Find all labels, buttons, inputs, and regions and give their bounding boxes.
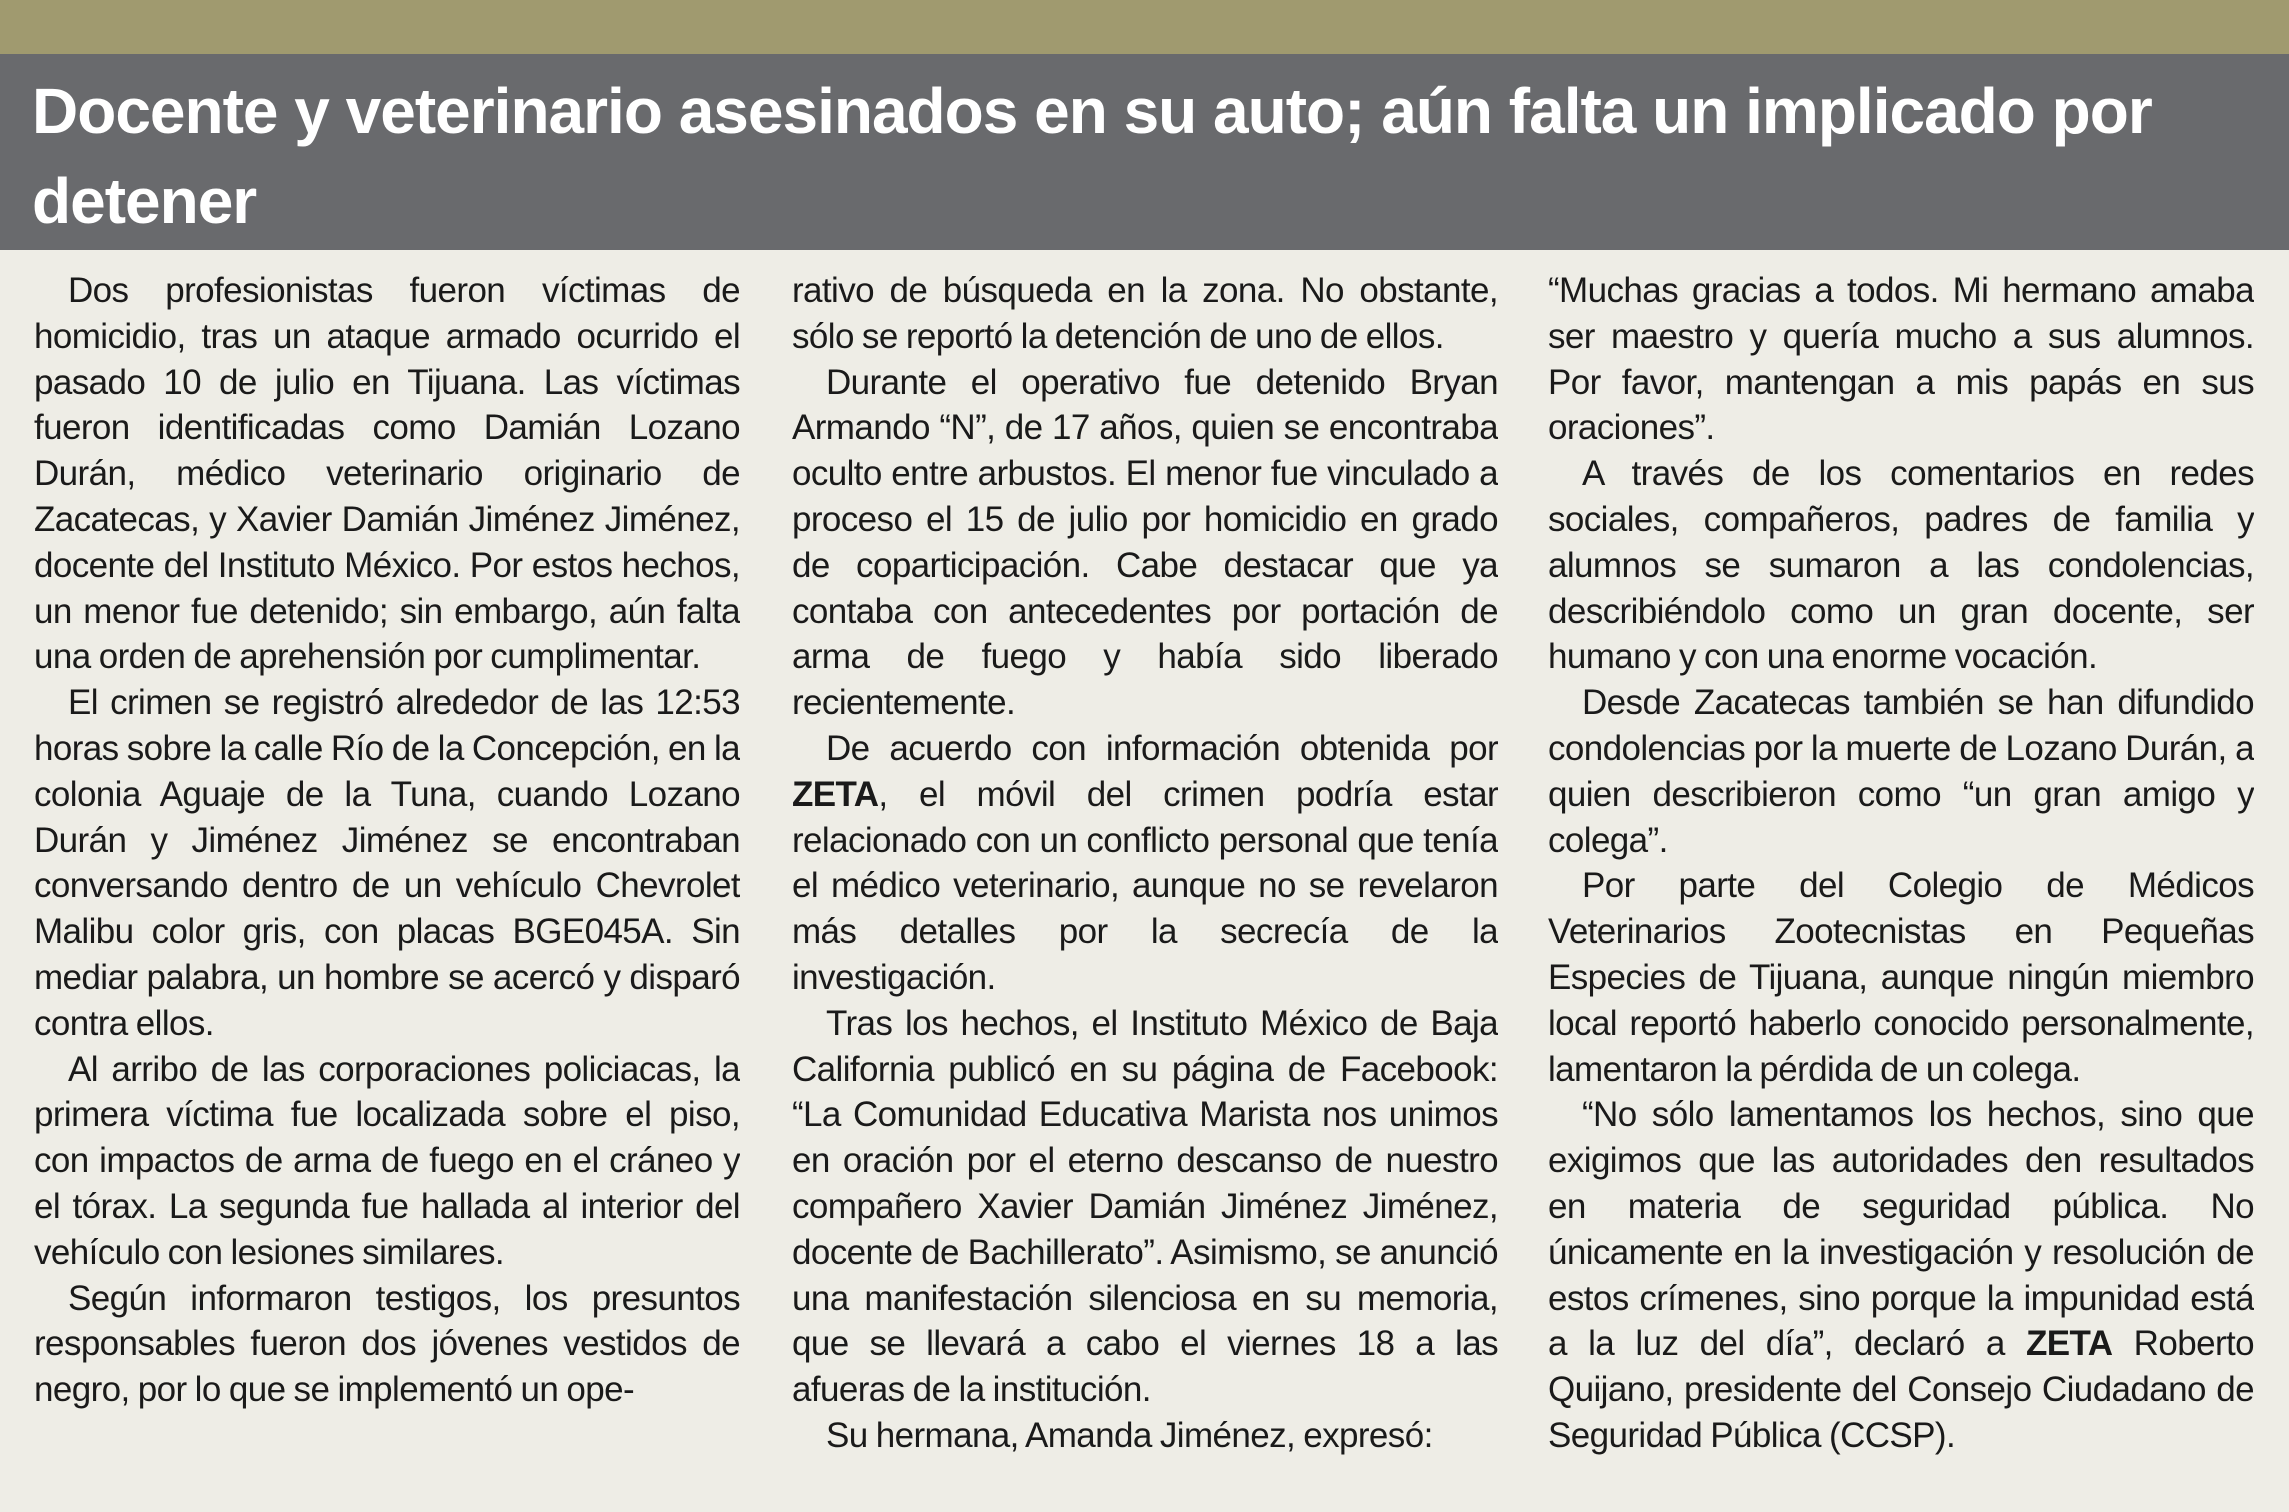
article-headline: Docente y veterinario asesinados en su auto; aún falta un implicado por detener <box>32 75 2152 237</box>
zeta-brand-name: ZETA <box>792 774 879 814</box>
article-paragraph: Dos profesionistas fueron víctimas de homicidio, tras un ataque armado ocurrido el pasado 10 de julio en Tijuana. Las víctimas fueron identificadas como Damián Lozano Durán, médico veterinario originario de Zacatecas, y Xavier Damián Jiménez Jiménez, docente del Instituto México. Por estos hechos, un menor fue detenido; sin embargo, aún falta una orden de aprehensión por cumplimentar. <box>34 271 740 677</box>
article-paragraph: Según informaron testigos, los presuntos responsables fueron dos jóvenes vestidos de negro, por lo que se implementó un ope- <box>34 1278 740 1410</box>
article-paragraph: Al arribo de las corporaciones policiacas, la primera víctima fue localizada sobre el piso, con impactos de arma de fuego en el cráneo y el tórax. La segunda fue hallada al interior del vehículo con lesiones similares. <box>34 1049 740 1272</box>
article-paragraph: El crimen se registró alrededor de las 12:53 horas sobre la calle Río de la Concepción, en la colonia Aguaje de la Tuna, cuando Lozano Durán y Jiménez Jiménez se encontraban conversando dentro de un vehículo Chevrolet Malibu color gris, con placas BGE045A. Sin mediar palabra, un hombre se acercó y disparó contra ellos. <box>34 683 740 1043</box>
top-accent-bar <box>0 0 2289 54</box>
article-paragraph-continued: “Muchas gracias a todos. Mi hermano amaba ser maestro y quería mucho a sus alumnos. Por favor, mantengan a mis papás en sus oraciones”. <box>1548 271 2254 448</box>
zeta-brand-name: ZETA <box>2026 1324 2113 1364</box>
article-paragraph <box>792 726 1498 1001</box>
paragraph-text: De acuerdo con información obtenida por <box>826 728 1498 768</box>
article-paragraph-continued: rativo de búsqueda en la zona. No obstante, sólo se reportó la detención de uno de ellos. <box>792 271 1498 356</box>
paragraph-text: , el móvil del crimen podría estar relacionado con un conflicto personal que tenía el médico veterinario, aunque no se revelaron más detalles por la secrecía de la investigación. <box>792 774 1498 997</box>
article-paragraph: Su hermana, Amanda Jiménez, expresó: <box>826 1415 1433 1455</box>
article-paragraph: Por parte del Colegio de Médicos Veterinarios Zootecnistas en Pequeñas Especies de Tijuana, aunque ningún miembro local reportó haberlo conocido personalmente, lamentaron la pérdida de un colega. <box>1548 866 2254 1089</box>
article-paragraph: Tras los hechos, el Instituto México de Baja California publicó en su página de Facebook: “La Comunidad Educativa Marista nos unimos en oración por el eterno descanso de nuestro compañero Xavier Damián Jiménez Jiménez, docente de Bachillerato”. Asimismo, se anunció una manifestación silenciosa en su memoria, que se llevará a cabo el viernes 18 a las afueras de la institución. <box>792 1003 1498 1410</box>
paragraph-text: “No sólo lamentamos los hechos, sino que exigimos que las autoridades den resultados en materia de seguridad pública. No únicamente en la investigación y resolución de estos crímenes, sino porque la impunidad está a la luz del día”, declaró a <box>1548 1095 2254 1364</box>
article-paragraph <box>1548 1092 2254 1458</box>
article-paragraph: Durante el operativo fue detenido Bryan Armando “N”, de 17 años, quien se encontraba oculto entre arbustos. El menor fue vinculado a proceso el 15 de julio por homicidio en grado de coparticipación. Cabe destacar que ya contaba con antecedentes por portación de arma de fuego y había sido liberado recientemente. <box>792 362 1498 723</box>
article-body <box>34 268 2254 1488</box>
article-column-1 <box>34 268 740 1488</box>
article-column-3 <box>1548 268 2254 1488</box>
article-paragraph: A través de los comentarios en redes sociales, compañeros, padres de familia y alumnos se sumaron a las condolencias, describiéndolo como un gran docente, ser humano y con una enorme vocación. <box>1548 454 2254 677</box>
paragraph-text: Roberto Quijano, presidente del Consejo Ciudadano de Seguridad Pública (CCSP). <box>1548 1324 2254 1455</box>
article-column-2 <box>792 268 1498 1488</box>
article-paragraph: Desde Zacatecas también se han difundido condolencias por la muerte de Lozano Durán, a quien describieron como “un gran amigo y colega”. <box>1548 683 2254 860</box>
